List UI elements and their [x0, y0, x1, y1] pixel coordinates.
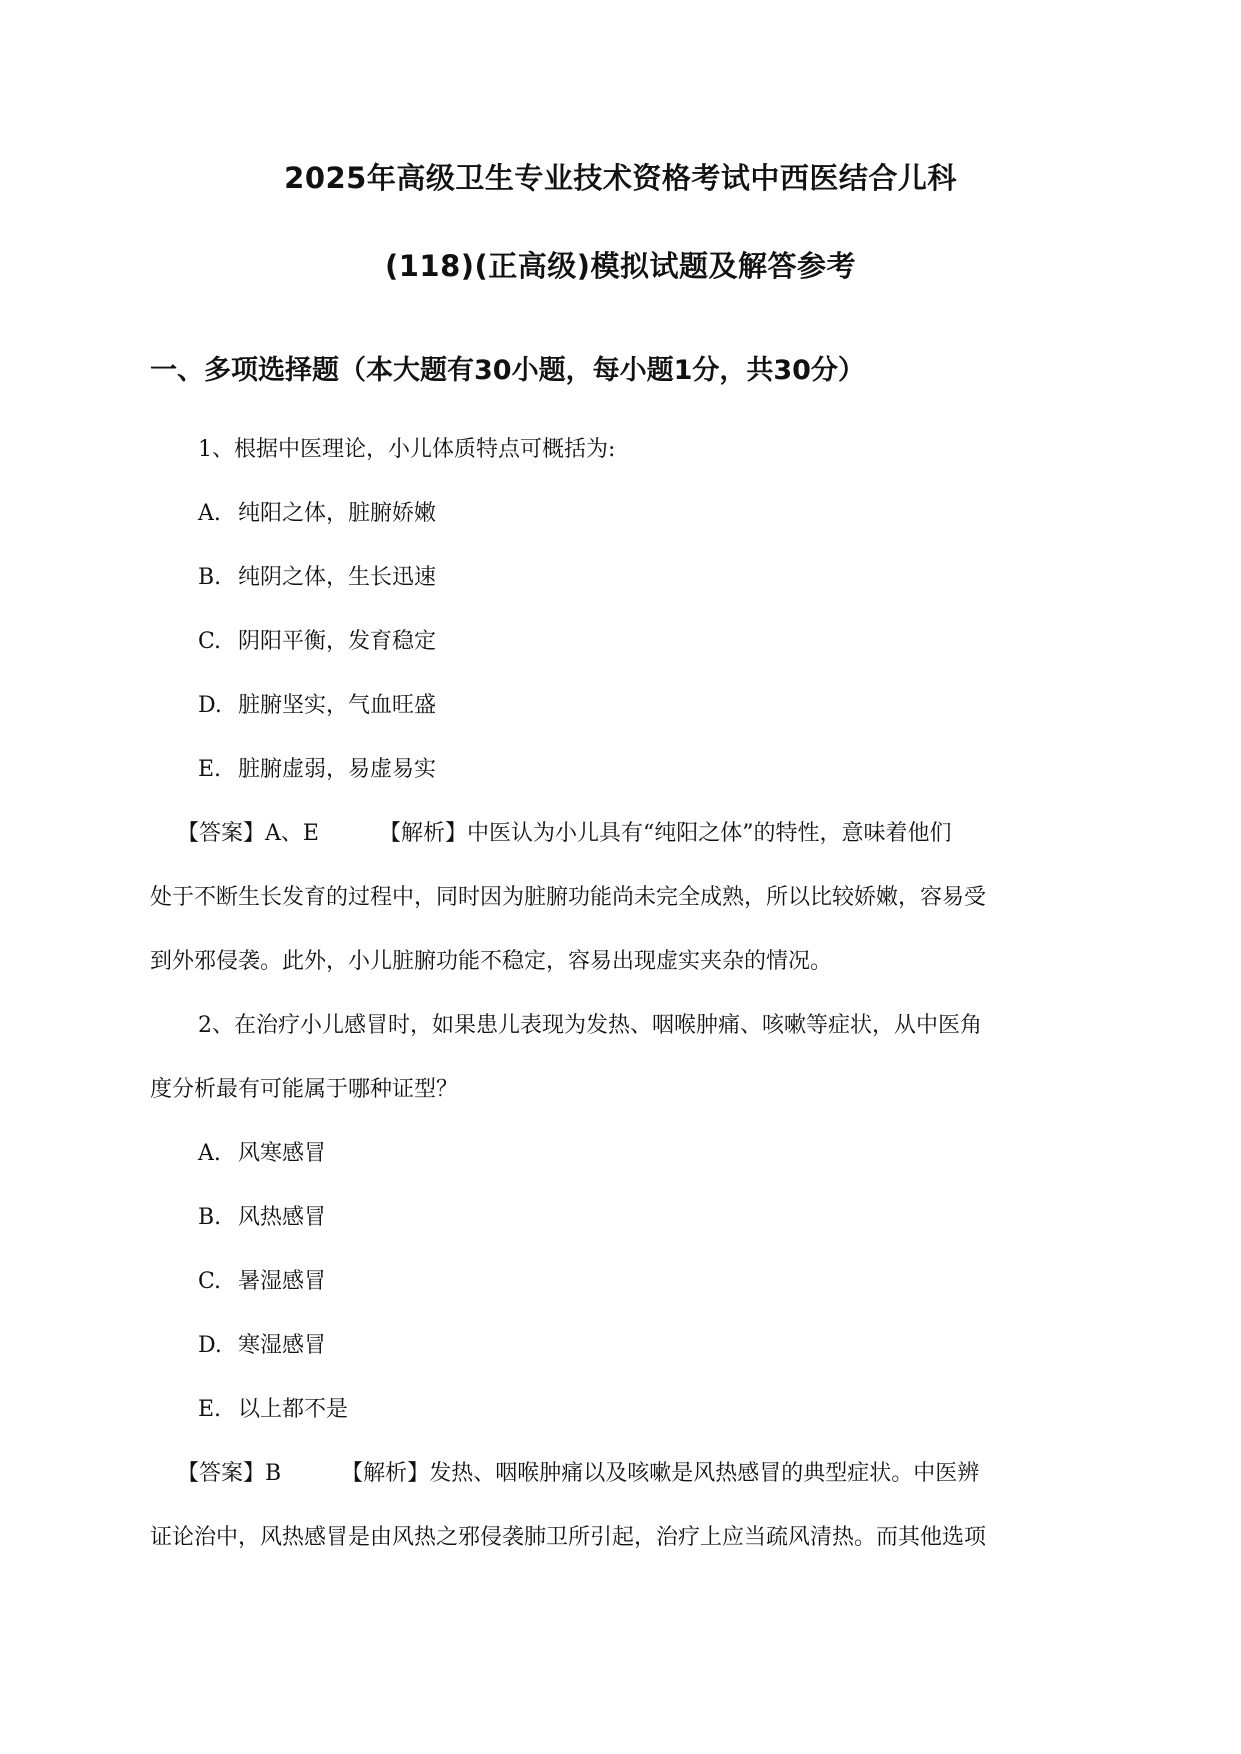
option-text: 纯阴之体，生长迅速 — [238, 565, 437, 590]
analysis-text: 发热、咽喉肿痛以及咳嗽是风热感冒的典型症状。中医辨 — [429, 1461, 980, 1486]
document-title-line-2: (118)(正高级)模拟试题及解答参考 — [384, 249, 857, 283]
option-text: 暑湿感冒 — [238, 1269, 327, 1294]
option-letter: B. — [198, 1205, 222, 1230]
question-1-option-d — [198, 690, 436, 722]
question-2-option-a — [198, 1138, 326, 1170]
question-2-option-e — [198, 1394, 348, 1426]
option-letter: E. — [198, 757, 222, 782]
question-2-stem-line-2: 度分析最有可能属于哪种证型？ — [150, 1077, 459, 1102]
question-1-analysis-line-3: 到外邪侵袭。此外，小儿脏腑功能不稳定，容易出现虚实夹杂的情况。 — [150, 949, 833, 974]
question-2-answer-line — [177, 1458, 979, 1490]
option-text: 纯阳之体，脏腑娇嫩 — [238, 501, 437, 526]
option-text: 寒湿感冒 — [238, 1333, 327, 1358]
question-1-option-c — [198, 626, 436, 658]
option-text: 风热感冒 — [238, 1205, 327, 1230]
option-letter: A. — [198, 1141, 221, 1166]
analysis-text: 中医认为小儿具有“纯阳之体”的特性，意味着他们 — [466, 821, 952, 846]
answer-label: 【答案】A、E — [177, 821, 319, 846]
document-title-line-1: 2025年高级卫生专业技术资格考试中西医结合儿科 — [284, 161, 957, 195]
option-text: 以上都不是 — [238, 1397, 349, 1422]
question-1-analysis-line-2: 处于不断生长发育的过程中，同时因为脏腑功能尚未完全成熟，所以比较娇嫩，容易受 — [150, 885, 987, 910]
analysis-label: 【解析】 — [378, 821, 467, 846]
question-1-option-b — [198, 562, 436, 594]
option-letter: A. — [198, 501, 221, 526]
option-letter: B. — [198, 565, 222, 590]
option-text: 脏腑坚实，气血旺盛 — [238, 693, 437, 718]
question-2-option-d — [198, 1330, 326, 1362]
question-1-option-a — [198, 498, 436, 530]
answer-label: 【答案】B — [177, 1461, 282, 1486]
option-letter: D. — [198, 1333, 222, 1358]
question-1-option-e — [198, 754, 436, 786]
question-2-option-c — [198, 1266, 326, 1298]
option-text: 阴阳平衡，发育稳定 — [238, 629, 437, 654]
option-text: 脏腑虚弱，易虚易实 — [238, 757, 437, 782]
option-text: 风寒感冒 — [238, 1141, 327, 1166]
question-2-stem-line-1: 2、在治疗小儿感冒时，如果患儿表现为发热、咽喉肿痛、咳嗽等症状，从中医角 — [198, 1013, 982, 1038]
section-heading: 一、多项选择题（本大题有30小题，每小题1分，共30分） — [150, 355, 865, 386]
option-letter: D. — [198, 693, 222, 718]
analysis-label: 【解析】 — [341, 1461, 430, 1486]
question-2-analysis-line-2: 证论治中，风热感冒是由风热之邪侵袭肺卫所引起，治疗上应当疏风清热。而其他选项 — [150, 1525, 987, 1550]
option-letter: E. — [198, 1397, 222, 1422]
question-2-option-b — [198, 1202, 326, 1234]
question-1-stem: 1、根据中医理论，小儿体质特点可概括为: — [198, 437, 616, 462]
question-1-answer-line — [177, 818, 951, 850]
option-letter: C. — [198, 629, 222, 654]
option-letter: C. — [198, 1269, 222, 1294]
